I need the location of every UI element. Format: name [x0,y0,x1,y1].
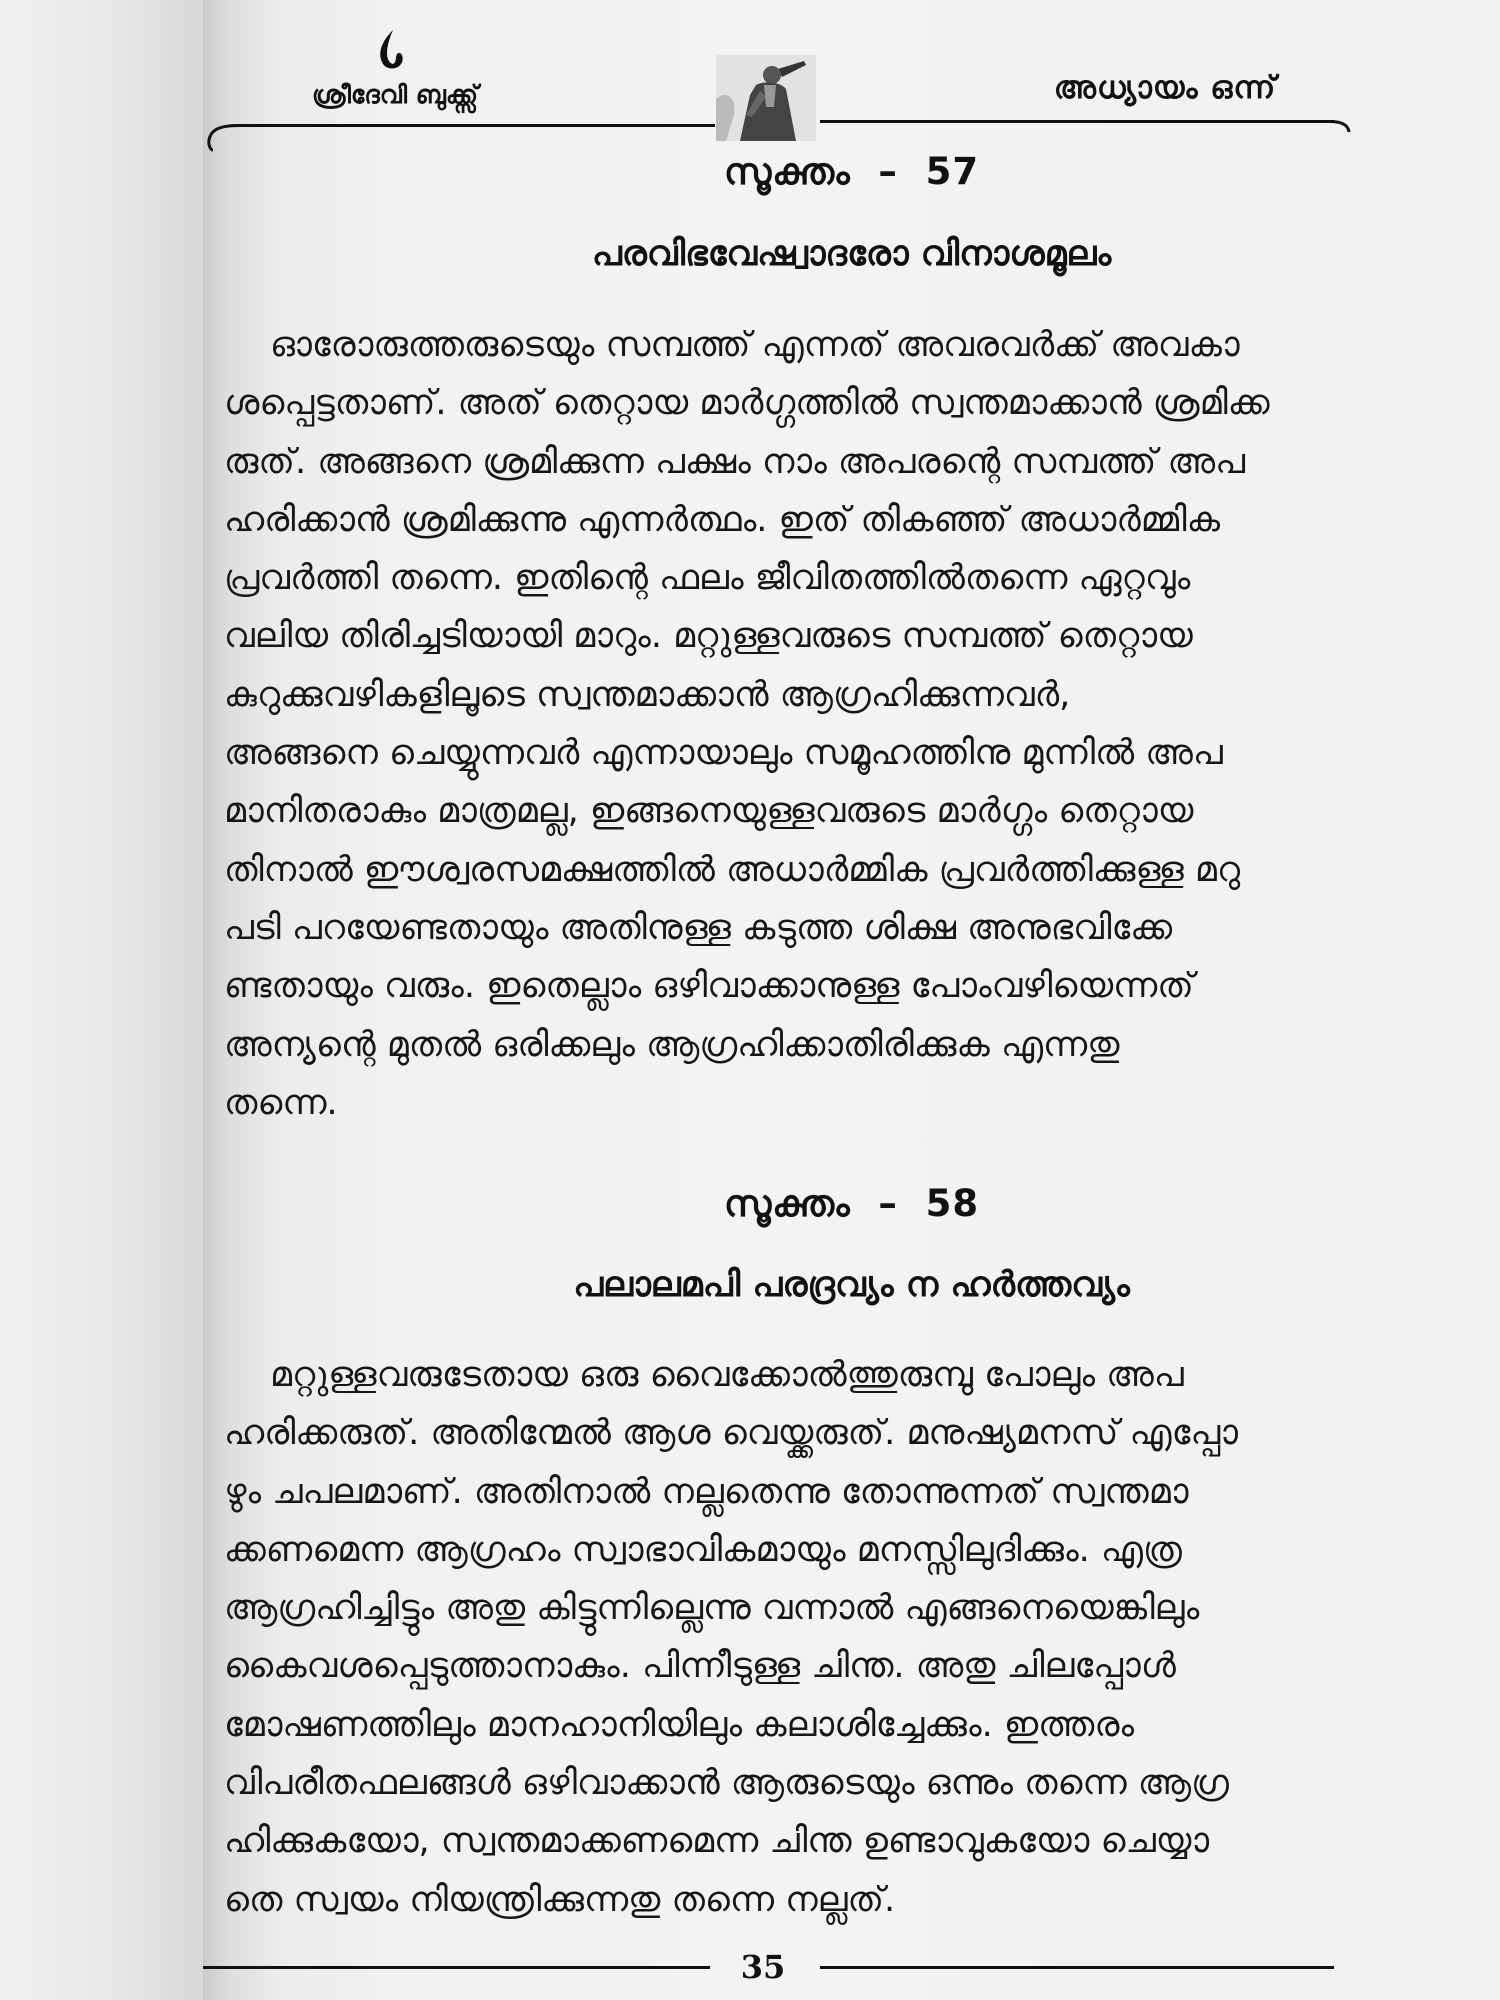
paragraph-line: പടി പറയേണ്ടതായും അതിനുള്ള കടുത്ത ശിക്ഷ അനുഭവിക്കേ [224,907,1173,948]
scan-margin [0,0,203,2000]
paragraph-line: വിപരീതഫലങ്ങൾ ഒഴിവാക്കാൻ ആരുടെയും ഒന്നും തന്നെ ആഗ്ര [224,1763,1229,1804]
footer-rule-right [820,1966,1334,1969]
paragraph-line: ആഗ്രഹിച്ചിട്ടും അതു കിട്ടുന്നില്ലെന്നു വന്നാൽ എങ്ങനെയെങ്കിലും [224,1588,1200,1629]
paragraph-line: ശപ്പെട്ടതാണ്. അത് തെറ്റായ മാർഗ്ഗത്തിൽ സ്വന്തമാക്കാൻ ശ്രമിക്ക [224,383,1270,424]
chapter-title: അധ്യായം ഒന്ന് [1053,70,1277,106]
flame-logo-icon [371,28,411,78]
page-number: 35 [740,1948,786,1986]
sukta-58-heading: സൂക്തം – 58 [723,1182,980,1225]
paragraph-line: രുത്. അങ്ങനെ ശ്രമിക്കുന്ന പക്ഷം നാം അപരന്റെ സമ്പത്ത് അപ [224,441,1246,482]
paragraph-line: പ്രവർത്തി തന്നെ. ഇതിന്റെ ഫലം ജീവിതത്തിൽതന്നെ ഏറ്റവും [224,558,1191,599]
paragraph-line: ഴും ചപലമാണ്. അതിനാൽ നല്ലതെന്നു തോന്നുന്നത് സ്വന്തമാ [224,1471,1189,1512]
paragraph-line: ഹരിക്കരുത്. അതിന്മേൽ ആശ വെയ്ക്കരുത്. മനുഷ്യമനസ് എപ്പോ [224,1413,1238,1454]
paragraph-line: കുറുക്കുവഴികളിലൂടെ സ്വന്തമാക്കാൻ ആഗ്രഹിക്കുന്നവർ, [224,674,1071,715]
sukta-57-paragraph [224,316,1332,1132]
paragraph-line: ക്കണമെന്ന ആഗ്രഹം സ്വാഭാവികമായും മനസ്സിലുദിക്കും. എത്ര [224,1529,1182,1570]
paragraph-line: ണ്ടതായും വരും. ഇതെല്ലാം ഒഴിവാക്കാനുള്ള പോംവഴിയെന്നത് [224,966,1194,1007]
paragraph-line: മറ്റുള്ളവരുടേതായ ഒരു വൈക്കോൽത്തുരുമ്പു പോലും അപ [270,1355,1184,1395]
sukta-58-sutra: പലാലമപി പരദ്രവ്യം ന ഹർത്തവ്യം [573,1265,1130,1305]
paragraph-line: ഹിക്കുകയോ, സ്വന്തമാക്കണമെന്ന ചിന്ത ഉണ്ടാവുകയോ ചെയ്യാ [224,1821,1210,1862]
paragraph-line: തെ സ്വയം നിയന്ത്രിക്കുന്നതു തന്നെ നല്ലത്. [224,1879,896,1920]
book-name: ശ്രീദേവി ബുക്ക്സ് [312,80,478,109]
sage-figure-icon [716,55,816,141]
paragraph-line: വലിയ തിരിച്ചടിയായി മാറും. മറ്റുള്ളവരുടെ സമ്പത്ത് തെറ്റായ [224,616,1193,657]
header-rule-right-curl [1330,112,1354,142]
header-rule-left [237,124,715,127]
sukta-57-sutra: പരവിഭവേഷ്വാദരോ വിനാശമൂലം [591,234,1112,274]
paragraph-line: തന്നെ. [224,1082,338,1123]
paragraph-line: മോഷണത്തിലും മാനഹാനിയിലും കലാശിച്ചേക്കും. ഇത്തരം [224,1704,1135,1745]
paragraph-line: കൈവശപ്പെടുത്താനാകും. പിന്നീടുള്ള ചിന്ത. അതു ചിലപ്പോൾ [224,1646,1176,1687]
sukta-57-heading: സൂക്തം – 57 [723,150,980,193]
paragraph-line: അന്യന്റെ മുതൽ ഒരിക്കലും ആഗ്രഹിക്കാതിരിക്കുക എന്നതു [224,1024,1120,1065]
footer-rule-left [203,1966,710,1969]
paragraph-line: തിനാൽ ഈശ്വരസമക്ഷത്തിൽ അധാർമ്മിക പ്രവർത്തിക്കുള്ള മറു [224,849,1241,890]
paragraph-line: മാനിതരാകും മാത്രമല്ല, ഇങ്ങനെയുള്ളവരുടെ മാർഗ്ഗം തെറ്റായ [224,791,1194,832]
paragraph-line: ഓരോരുത്തരുടെയും സമ്പത്ത് എന്നത് അവരവർക്ക് അവകാ [270,325,1240,365]
paragraph-line: അങ്ങനെ ചെയ്യുന്നവർ എന്നായാലും സമൂഹത്തിനു മുന്നിൽ അപ [224,733,1223,774]
paragraph-line: ഹരിക്കാൻ ശ്രമിക്കുന്നു എന്നർത്ഥം. ഇത് തികഞ്ഞ് അധാർമ്മിക [224,499,1221,540]
header-rule-left-curl [205,112,241,152]
header-rule-right [820,120,1334,123]
sukta-58-paragraph [224,1346,1332,1929]
